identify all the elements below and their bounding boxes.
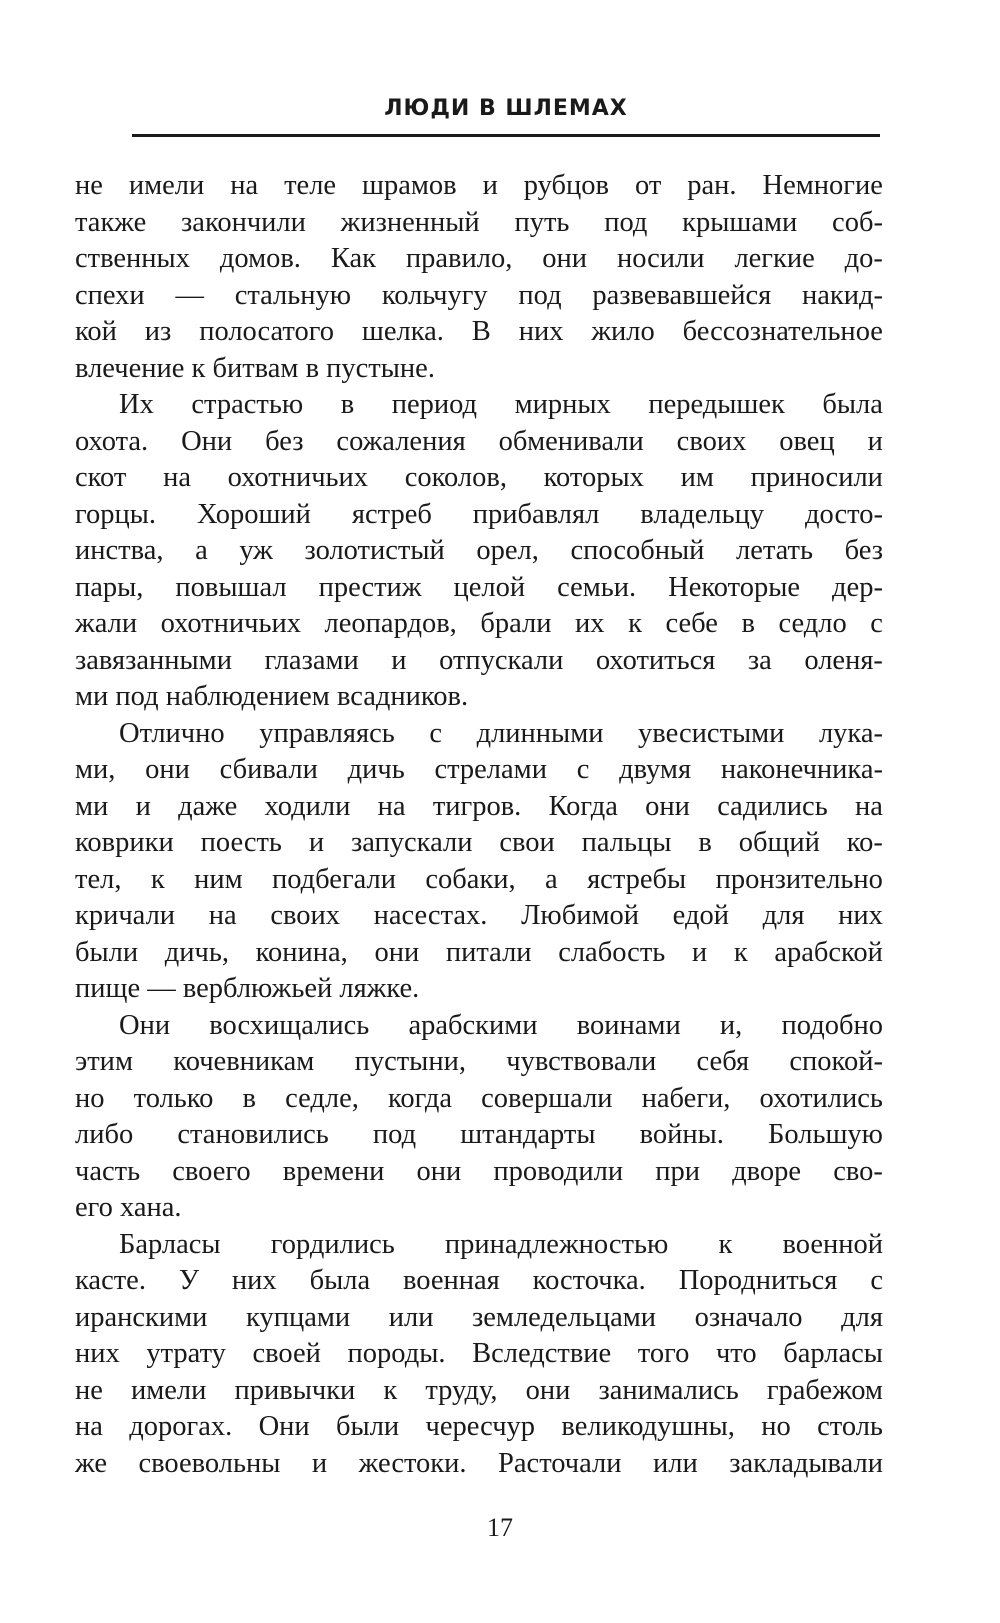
text-line: охота. Они без сожаления обменивали своих овец и xyxy=(75,425,883,457)
text-line: часть своего времени они проводили при дворе сво- xyxy=(75,1155,883,1187)
text-line: не имели привычки к труду, они занимались грабежом xyxy=(75,1374,883,1406)
text-line: них утрату своей породы. Вследствие того что барласы xyxy=(75,1338,883,1369)
text-line: Они восхищались арабскими воинами и, подобно xyxy=(119,1009,883,1041)
text-line: также закончили жизненный путь под крышами соб- xyxy=(75,206,883,238)
body-text xyxy=(75,168,883,1482)
text-line: влечение к битвам в пустыне. xyxy=(75,352,435,384)
text-line: ми под наблюдением всадников. xyxy=(75,681,469,712)
paragraph xyxy=(75,168,883,387)
text-line: ственных домов. Как правило, они носили легкие до- xyxy=(75,243,883,274)
text-line: не имели на теле шрамов и рубцов от ран. Немногие xyxy=(75,170,883,201)
text-line: но только в седле, когда совершали набеги, охотились xyxy=(75,1082,883,1114)
text-line: этим кочевникам пустыни, чувствовали себя спокой- xyxy=(75,1046,883,1077)
text-line: горцы. Хороший ястреб прибавлял владельцу досто- xyxy=(75,498,883,530)
text-line: иранскими купцами или земледельцами означало для xyxy=(75,1301,883,1333)
text-line: кричали на своих насестах. Любимой едой для них xyxy=(75,900,883,931)
text-line: кой из полосатого шелка. В них жило бессознательное xyxy=(75,316,883,347)
text-line: пище — верблюжьей ляжке. xyxy=(75,973,420,1004)
text-line: инства, а уж золотистый орел, способный летать без xyxy=(75,535,883,566)
text-line: завязанными глазами и отпускали охотиться за оленя- xyxy=(75,644,883,676)
text-line: Их страстью в период мирных передышек была xyxy=(119,389,883,420)
text-line: либо становились под штандарты войны. Большую xyxy=(75,1119,883,1150)
page-number: 17 xyxy=(487,1513,513,1542)
text-line: скот на охотничьих соколов, которых им приносили xyxy=(75,462,883,493)
paragraph xyxy=(75,716,883,1008)
text-line: Отлично управляясь с длинными увесистыми лука- xyxy=(119,717,883,749)
text-line: касте. У них была военная косточка. Породниться с xyxy=(75,1265,883,1296)
text-line: на дорогах. Они были чересчур великодушны, но столь xyxy=(75,1411,883,1442)
paragraph xyxy=(75,1008,883,1227)
text-line: пары, повышал престиж целой семьи. Некоторые дер- xyxy=(75,571,883,603)
text-line: его хана. xyxy=(75,1192,182,1223)
text-line: спехи — стальную кольчугу под развевавшейся накид- xyxy=(75,279,883,311)
text-line: тел, к ним подбегали собаки, а ястребы пронзительно xyxy=(75,863,883,895)
text-line: были дичь, конина, они питали слабость и к арабской xyxy=(75,936,883,968)
text-line: же своевольны и жестоки. Расточали или закладывали xyxy=(75,1447,883,1479)
paragraph xyxy=(75,387,883,716)
text-line: Барласы гордились принадлежностью к военной xyxy=(119,1228,883,1260)
text-line: ми, они сбивали дичь стрелами с двумя наконечника- xyxy=(75,754,883,785)
running-head: ЛЮДИ В ШЛЕМАХ xyxy=(384,96,628,121)
header-rule xyxy=(132,134,880,137)
text-line: ми и даже ходили на тигров. Когда они садились на xyxy=(75,790,883,822)
paragraph xyxy=(75,1227,883,1483)
text-line: жали охотничьих леопардов, брали их к себе в седло с xyxy=(75,608,883,639)
text-line: коврики поесть и запускали свои пальцы в общий ко- xyxy=(75,827,883,858)
